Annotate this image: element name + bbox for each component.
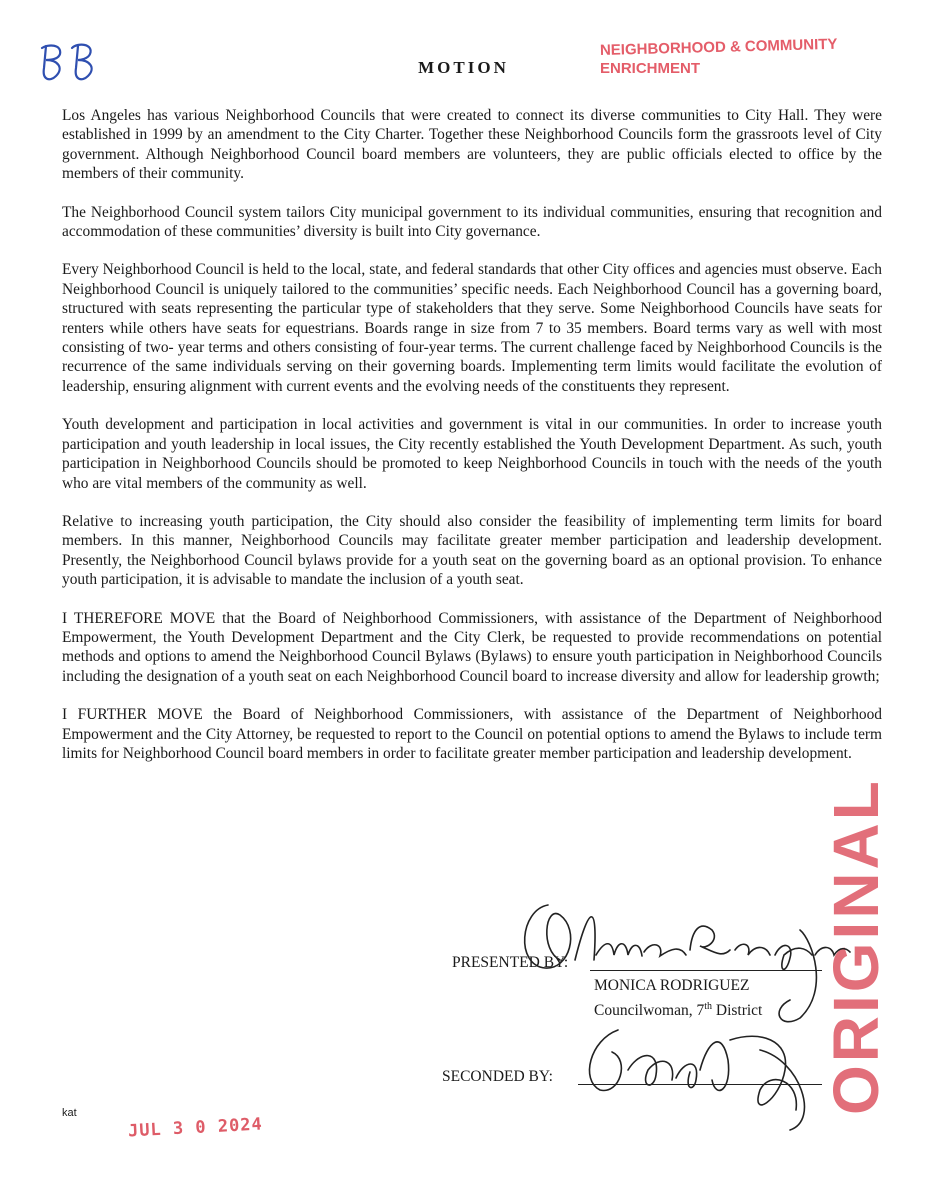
- paragraph-youth: Youth development and participation in local activities and government is vital in our communities. In order to increase youth participation and youth leadership in local issues, the City recently established the Youth Development Department. As such, youth participation in Neighborhood Councils should be promoted to keep Neighborhood Councils in touch with the needs of the youth who are vital members of the community as well.: [62, 416, 882, 492]
- paragraph-intro: Los Angeles has various Neighborhood Councils that were created to connect its diverse communities to City Hall. They were established in 1999 by an amendment to the City Charter. Together these Neighborhood Councils form the grassroots level of City government. Although Neighborhood Council board members are volunteers, they are public officials elected to office by the members of their community.: [62, 107, 882, 183]
- seconded-signature-line: [578, 1084, 822, 1085]
- original-stamp: ORIGINAL: [820, 778, 892, 1115]
- typist-initials: kat: [62, 1107, 77, 1119]
- date-stamp: JUL 3 0 2024: [127, 1114, 264, 1142]
- presented-by-label: PRESENTED BY:: [452, 954, 569, 971]
- document-title: MOTION: [418, 58, 509, 77]
- seconded-by-label: SECONDED BY:: [442, 1068, 553, 1085]
- presented-signature-line: [590, 970, 822, 971]
- stamp-enrichment-line: ENRICHMENT: [600, 60, 700, 77]
- signer-title: Councilwoman, 7th District: [594, 1001, 763, 1020]
- stamp-committee-line: NEIGHBORHOOD & COMMUNITY: [599, 35, 838, 59]
- paragraph-system: The Neighborhood Council system tailors City municipal government to its individual communities, ensuring that recognition and accommodation of these communities’ diversity is built into City governance.: [62, 203, 882, 241]
- paragraph-therefore-move: I THEREFORE MOVE that the Board of Neighborhood Commissioners, with assistance of the Department of Neighborhood Empowerment, the Youth Development Department and the City Clerk, be requested to provide recommendations on potential methods and options to amend the Neighborhood Council Bylaws (Bylaws) to ensure youth participation in Neighborhood Councils including the designation of a youth seat on each Neighborhood Council board to increase diversity and allow for leadership growth;: [62, 609, 882, 685]
- signer-name: MONICA RODRIGUEZ: [594, 977, 750, 994]
- paragraph-term-limits: Relative to increasing youth participation, the City should also consider the feasibility of implementing term limits for board members. In this manner, Neighborhood Councils may facilitate greater member participation and leadership development. Presently, the Neighborhood Council bylaws provide for a youth seat on the governing board as an optional provision. To enhance youth participation, it is advisable to mandate the inclusion of a youth seat.: [62, 512, 882, 589]
- paragraph-standards: Every Neighborhood Council is held to the local, state, and federal standards that other City offices and agencies must observe. Each Neighborhood Council is uniquely tailored to the communities’ specific needs. Each Neighborhood Council has a governing board, structured with seats representing the particular type of stakeholders that they serve. Some Neighborhood Councils have seats for renters while others have seats for equestrians. Boards range in size from 7 to 35 members. Board terms vary as well with most consisting of two- year terms and others consisting of four-year terms. The current challenge faced by Neighborhood Councils is the recurrence of the same individuals serving on their governing boards. Implementing term limits would facilitate the evolution of leadership, ensuring alignment with current events and the evolving needs of the constituents they represent.: [62, 261, 882, 395]
- paragraph-further-move: I FURTHER MOVE the Board of Neighborhood Commissioners, with assistance of the Department of Neighborhood Empowerment and the City Attorney, be requested to report to the Council on potential options to amend the Bylaws to include term limits for Neighborhood Council board members in order to facilitate greater member participation and leadership development.: [62, 706, 882, 762]
